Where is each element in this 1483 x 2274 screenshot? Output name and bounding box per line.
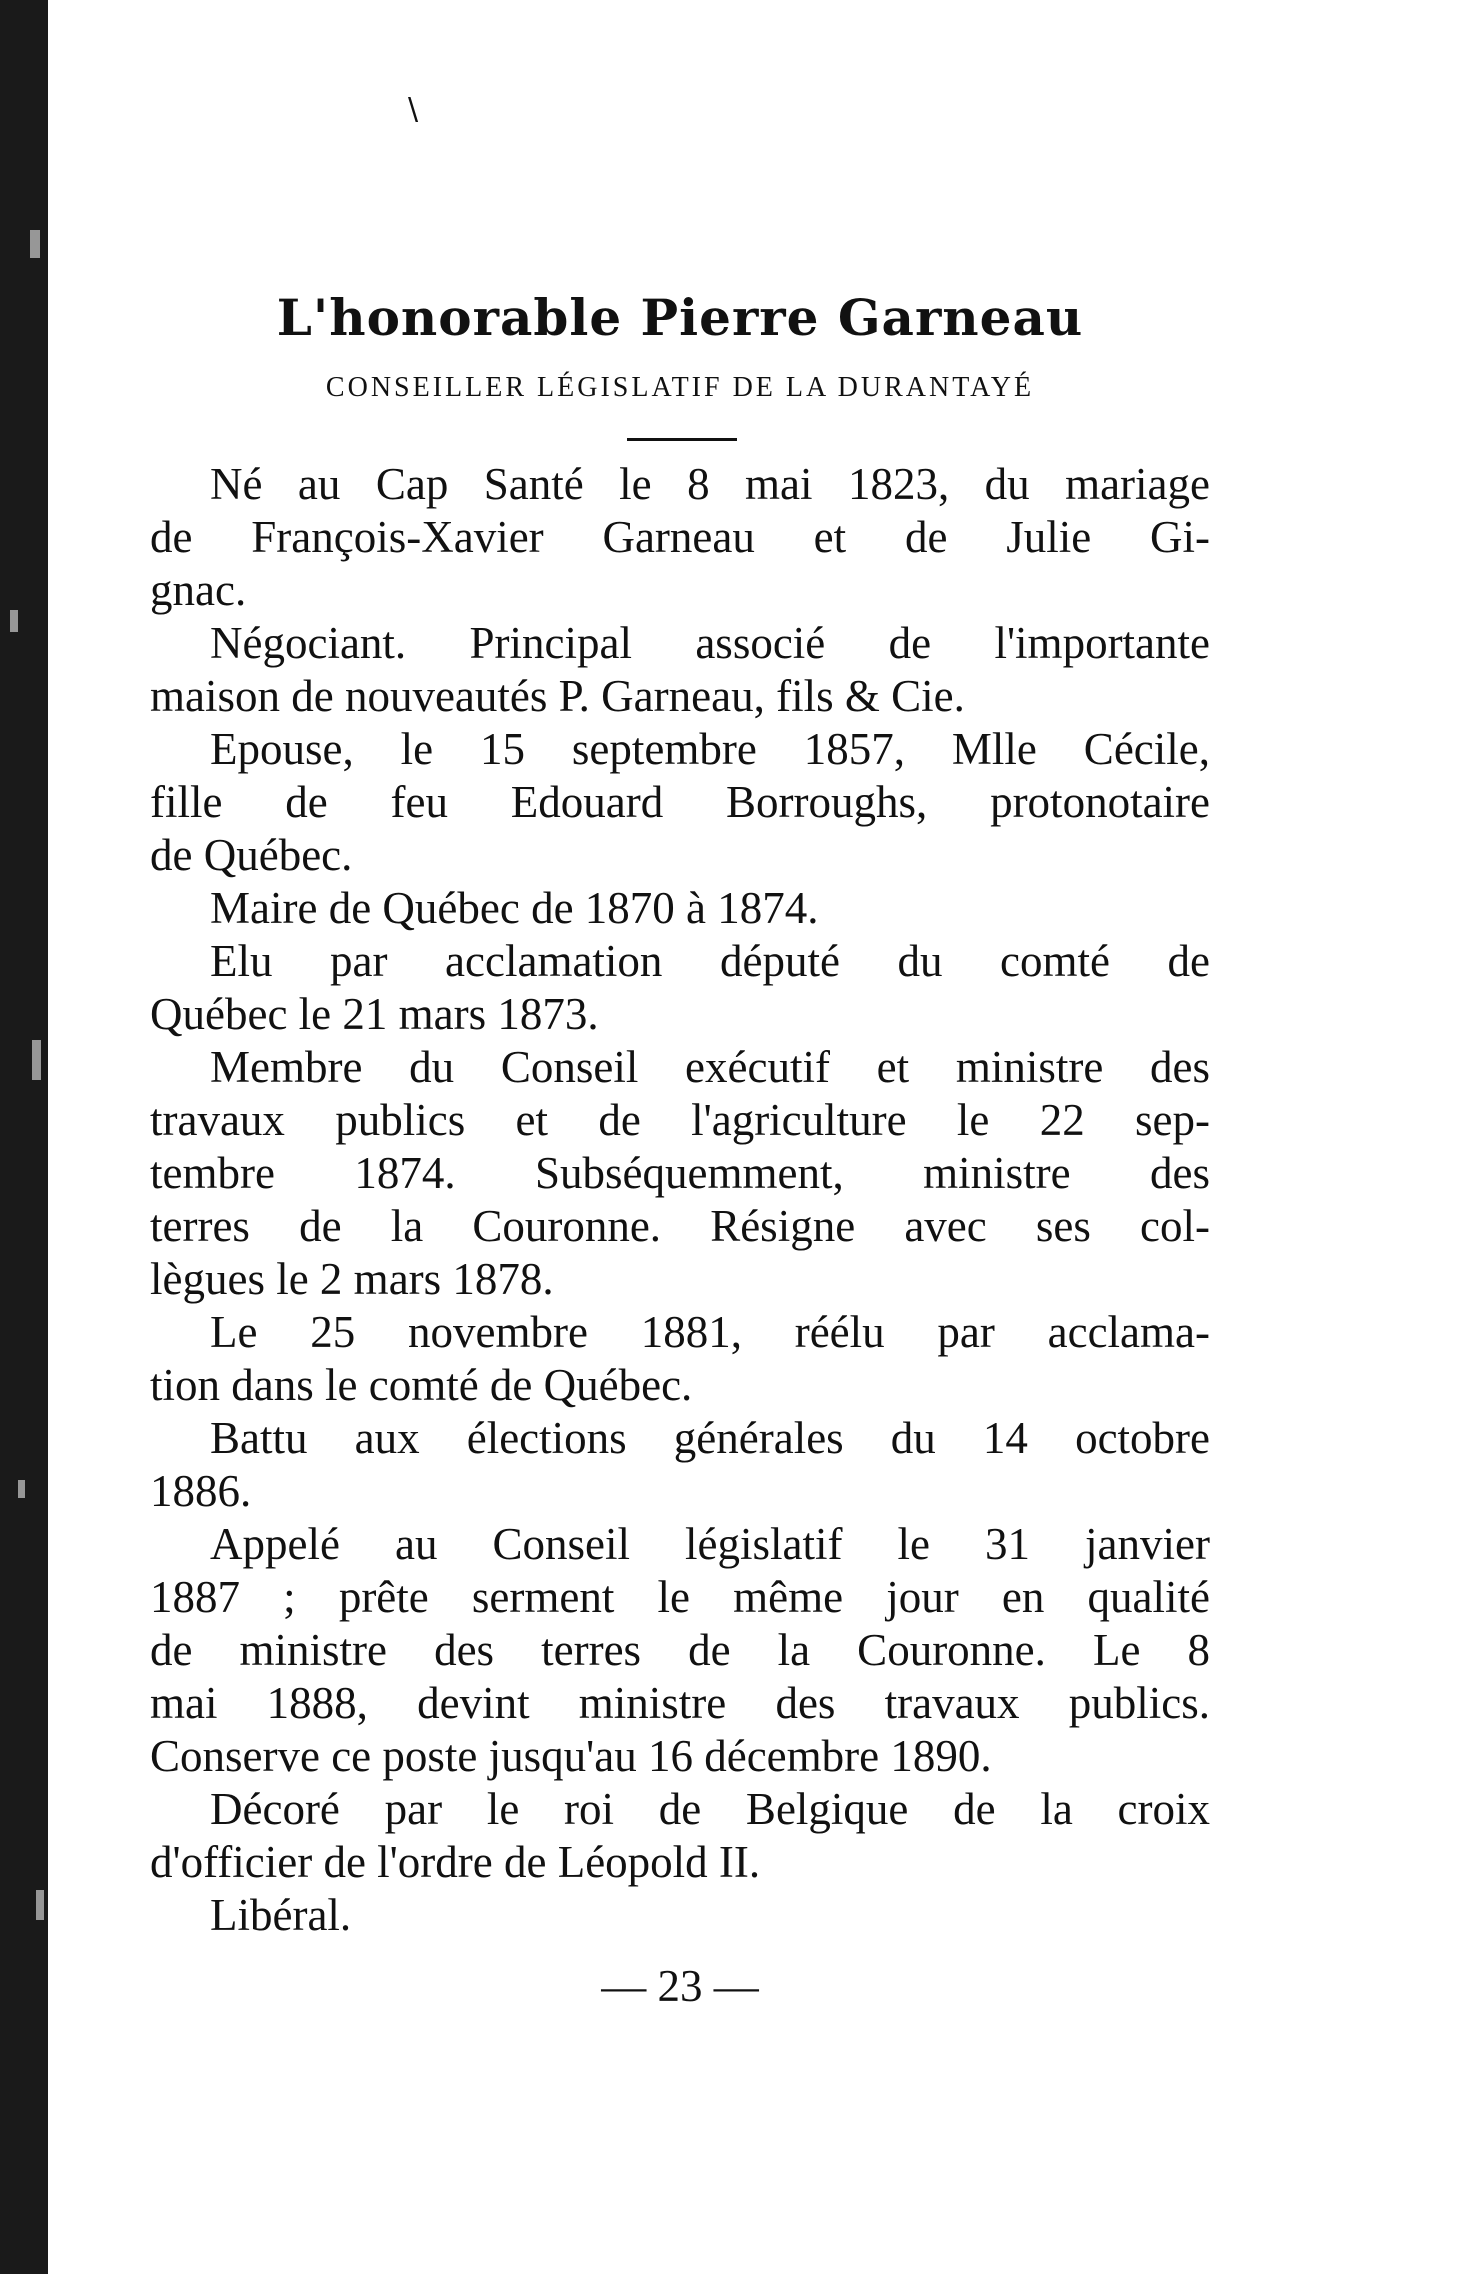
text-line: Elu par acclamation député du comté de — [210, 936, 1210, 986]
text-line: Battu aux élections générales du 14 octobre — [210, 1413, 1210, 1463]
page-binding-edge — [0, 0, 48, 2274]
biography-text — [150, 458, 1210, 1942]
text-line: Epouse, le 15 septembre 1857, Mlle Cécile, — [210, 724, 1210, 774]
page-number: — 23 — — [601, 1961, 759, 2011]
text-line: de ministre des terres de la Couronne. Le 8 — [150, 1625, 1210, 1675]
text-line: Maire de Québec de 1870 à 1874. — [210, 883, 819, 933]
document-subtitle: CONSEILLER LÉGISLATIF DE LA DURANTAYÉ — [325, 372, 1035, 403]
text-line: terres de la Couronne. Résigne avec ses col- — [150, 1201, 1210, 1251]
text-line: Négociant. Principal associé de l'importante — [210, 618, 1210, 668]
document-title: L'honorable Pierre Garneau — [276, 288, 1084, 347]
document-page — [150, 0, 1210, 2274]
text-line: tembre 1874. Subséquemment, ministre des — [150, 1148, 1210, 1198]
text-line: Québec le 21 mars 1873. — [150, 989, 599, 1039]
text-line: travaux publics et de l'agriculture le 22 sep- — [150, 1095, 1210, 1145]
text-line: Décoré par le roi de Belgique de la croix — [210, 1784, 1210, 1834]
text-line: 1886. — [150, 1466, 252, 1516]
stray-mark: \ — [408, 92, 419, 127]
text-line: maison de nouveautés P. Garneau, fils & Cie. — [150, 671, 965, 721]
text-line: Le 25 novembre 1881, réélu par acclama- — [210, 1307, 1210, 1357]
text-line: d'officier de l'ordre de Léopold II. — [150, 1837, 761, 1887]
text-line: tion dans le comté de Québec. — [150, 1360, 693, 1410]
text-line: de François-Xavier Garneau et de Julie Gi- — [150, 512, 1210, 562]
text-line: fille de feu Edouard Borroughs, protonotaire — [150, 777, 1210, 827]
text-line: 1887 ; prête serment le même jour en qualité — [150, 1572, 1210, 1622]
text-line: lègues le 2 mars 1878. — [150, 1254, 554, 1304]
title-divider — [627, 438, 737, 441]
text-line: gnac. — [150, 565, 247, 615]
text-line: Né au Cap Santé le 8 mai 1823, du mariage — [210, 459, 1210, 509]
text-line: de Québec. — [150, 830, 353, 880]
text-line: mai 1888, devint ministre des travaux publics. — [150, 1678, 1210, 1728]
text-line: Membre du Conseil exécutif et ministre des — [210, 1042, 1210, 1092]
text-line: Appelé au Conseil législatif le 31 janvier — [210, 1519, 1210, 1569]
text-line: Conserve ce poste jusqu'au 16 décembre 1890. — [150, 1731, 992, 1781]
text-line: Libéral. — [210, 1890, 352, 1940]
